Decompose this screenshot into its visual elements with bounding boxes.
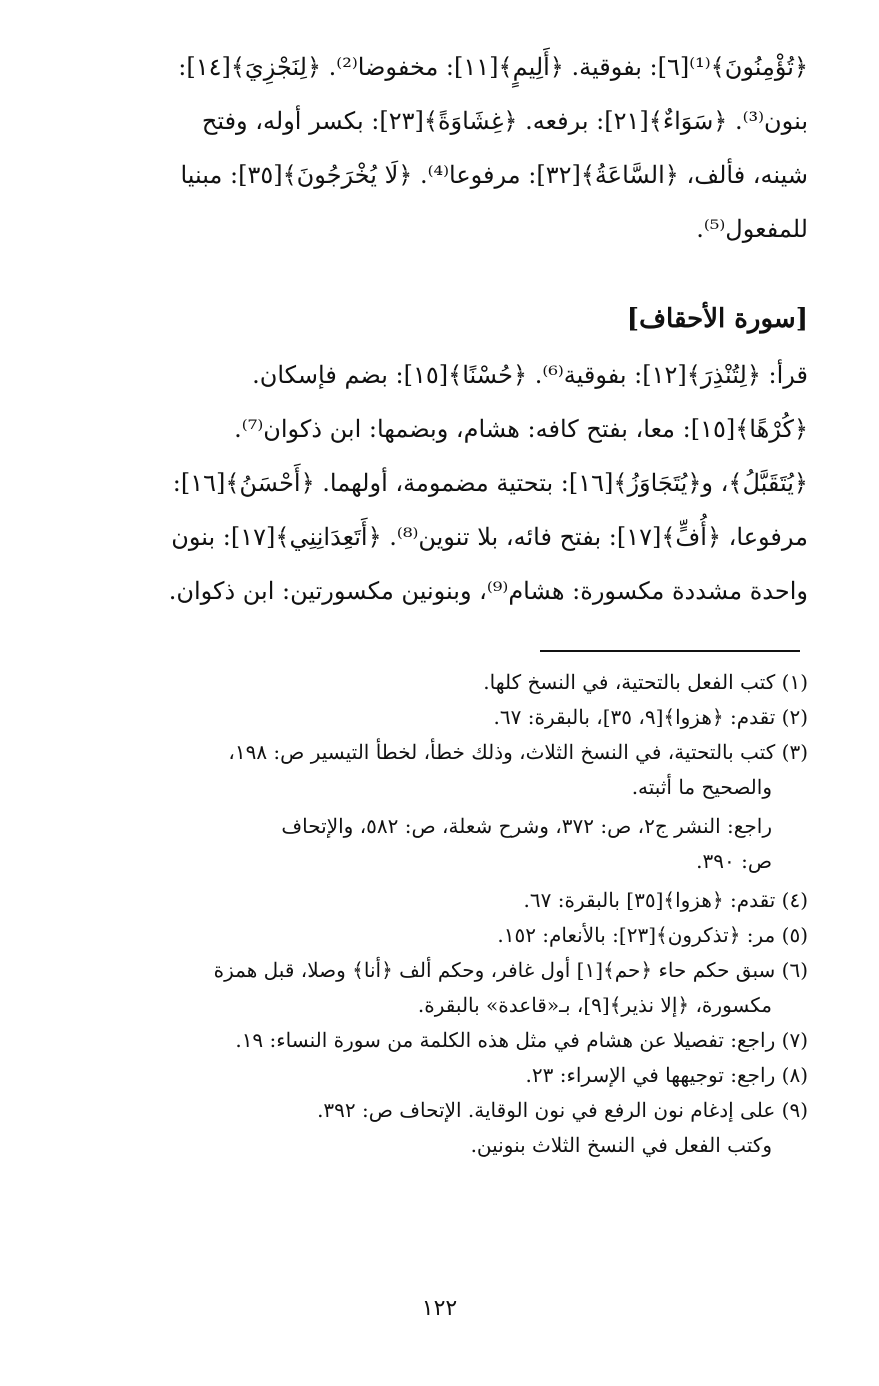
footnote-text: راجع: النشر ج٢، ص: ٣٧٢، وشرح شعلة، ص: ٥٨٢، والإتحاف [281,814,772,838]
footnote [88,1093,808,1128]
footnote-text: وكتب الفعل في النسخ الثلاث بنونين. [470,1133,772,1157]
footnote-text: والصحيح ما أثبته. [631,775,772,799]
footnote [88,735,808,770]
footnote-number: (٤) [781,888,808,912]
text-line: قرأ: ﴿لِتُنْذِرَ﴾[١٢]: بفوقية⁽⁶⁾. ﴿حُسْنًا﴾[١٥]: بضم فإسكان. [252,361,808,389]
footnote-text: مكسورة، ﴿إلا نذير﴾[٩]، بـ«قاعدة» بالبقرة. [417,993,772,1017]
footnote [88,883,808,918]
page-body [88,40,808,618]
text-line: ﴿كُرْهًا﴾[١٥]: معا، بفتح كافه: هشام، وبضمها: ابن ذكوان⁽⁷⁾. [234,415,808,443]
footnote-number: (٣) [781,740,808,764]
footnote-text: كتب الفعل بالتحتية، في النسخ كلها. [483,670,776,694]
footnote-text: مر: ﴿تذكرون﴾[٢٣]: بالأنعام: ١٥٢. [497,923,776,947]
footnote-text: تقدم: ﴿هزوا﴾[٩، ٣٥]، بالبقرة: ٦٧. [493,705,776,729]
footnote-number: (٨) [781,1063,808,1087]
footnote [88,953,808,988]
footnote-text: تقدم: ﴿هزوا﴾[٣٥] بالبقرة: ٦٧. [523,888,776,912]
text-line: ﴿يُتَقَبَّلُ﴾، و﴿يُتَجَاوَزُ﴾[١٦]: بتحتية مضمومة، أولهما. ﴿أَحْسَنُ﴾[١٦]: [172,469,808,497]
text-line: ﴿تُؤْمِنُونَ﴾⁽¹⁾[٦]: بفوقية. ﴿أَلِيمٍ﴾[١١]: مخفوضا⁽²⁾. ﴿لِنَجْزِيَ﴾[١٤]: [178,53,808,81]
footnote-divider [540,650,800,652]
footnote [88,1023,808,1058]
footnote-text: سبق حكم حاء ﴿حم﴾[١] أول غافر، وحكم ألف ﴿أنا﴾ وصلا، قبل همزة [213,958,776,982]
footnote-number: (٦) [781,958,808,982]
footnote [88,665,808,700]
footnote [88,918,808,953]
footnote-number: (٩) [781,1098,808,1122]
text-line: بنون⁽³⁾. ﴿سَوَاءٌ﴾[٢١]: برفعه. ﴿غِشَاوَةً﴾[٢٣]: بكسر أوله، وفتح [201,107,808,135]
footnote-text: راجع: تفصيلا عن هشام في مثل هذه الكلمة من سورة النساء: ١٩. [235,1028,776,1052]
footnote-number: (١) [781,670,808,694]
main-text [88,40,808,618]
text-line: واحدة مشددة مكسورة: هشام⁽⁹⁾، وبنونين مكسورتين: ابن ذكوان. [168,577,808,605]
footnote [88,700,808,735]
footnote-number: (٥) [781,923,808,947]
footnote-text: راجع: توجيهها في الإسراء: ٢٣. [525,1063,776,1087]
text-line: شينه، فألف، ﴿السَّاعَةُ﴾[٣٢]: مرفوعا⁽⁴⁾. ﴿لَا يُخْرَجُونَ﴾[٣٥]: مبنيا [180,161,808,189]
page-number: ١٢٢ [421,1296,458,1321]
footnotes [88,665,808,1163]
footnote-number: (٧) [781,1028,808,1052]
text-line: مرفوعا، ﴿أُفٍّ﴾[١٧]: بفتح فائه، بلا تنوين⁽⁸⁾. ﴿أَتَعِدَانِنِي﴾[١٧]: بنون [171,523,808,551]
footnote-text: على إدغام نون الرفع في نون الوقاية. الإتحاف ص: ٣٩٢. [317,1098,776,1122]
footnote-text: ص: ٣٩٠. [696,849,772,873]
footnote-text: كتب بالتحتية، في النسخ الثلاث، وذلك خطأ، لخطأ التيسير ص: ١٩٨، [228,740,776,764]
text-line: للمفعول⁽⁵⁾. [696,215,808,243]
footnote [88,1058,808,1093]
footnote-number: (٢) [781,705,808,729]
surah-heading: [سورة الأحقاف] [626,304,808,334]
